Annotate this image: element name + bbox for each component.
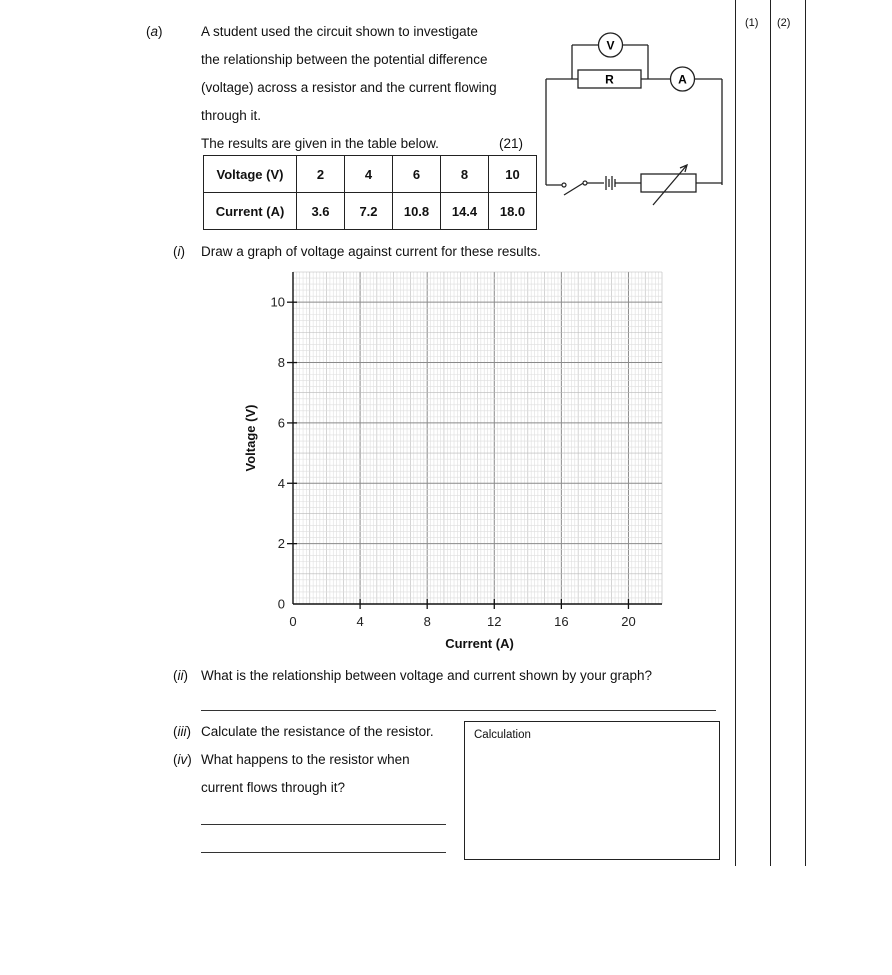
voltage-header: Voltage (V): [204, 156, 297, 193]
voltmeter-label: V: [606, 38, 615, 53]
current-cell: 18.0: [489, 193, 537, 230]
current-header: Current (A): [204, 193, 297, 230]
current-cell: 14.4: [441, 193, 489, 230]
question-ii-number: (ii): [173, 668, 188, 683]
y-tick-label: 4: [277, 475, 285, 491]
results-table: [203, 155, 537, 230]
intro-line-1: A student used the circuit shown to investigate: [201, 24, 478, 39]
table-row-voltage: [204, 156, 537, 193]
question-iii-numeral: iii: [177, 724, 187, 739]
question-iv-text-2: current flows through it?: [201, 780, 346, 795]
question-iii-number: (iii): [173, 724, 191, 739]
x-tick-label: 4: [356, 614, 364, 629]
current-cell: 10.8: [393, 193, 441, 230]
x-tick-label: 12: [487, 614, 502, 629]
ammeter-label: A: [678, 72, 687, 87]
answer-line-ii[interactable]: [201, 710, 716, 711]
voltage-cell: 2: [297, 156, 345, 193]
table-mark: (21): [499, 136, 524, 151]
circuit-diagram: [535, 28, 735, 213]
voltage-cell: 6: [393, 156, 441, 193]
mark-column-divider: [735, 0, 736, 866]
mark-column-divider: [770, 0, 771, 866]
question-iv-number: (iv): [173, 752, 192, 767]
current-cell: 7.2: [345, 193, 393, 230]
y-tick-label: 2: [277, 536, 285, 552]
y-axis-label: Voltage (V): [243, 404, 258, 472]
question-i-number: (i): [173, 244, 185, 259]
x-tick-label: 16: [554, 614, 569, 629]
x-tick-label: 0: [289, 614, 297, 629]
question-iv-numeral: iv: [177, 752, 188, 767]
calculation-label: Calculation: [474, 729, 531, 741]
calculation-box[interactable]: [464, 721, 720, 860]
answer-line-iv[interactable]: [201, 852, 446, 853]
voltage-cell: 10: [489, 156, 537, 193]
mark-column-header: (1): [745, 17, 759, 29]
graph-paper[interactable]: [230, 262, 680, 657]
table-row-current: [204, 193, 537, 230]
voltage-cell: 4: [345, 156, 393, 193]
resistor-label: R: [605, 72, 614, 87]
x-axis-label: Current (A): [445, 636, 514, 651]
answer-line-iv[interactable]: [201, 824, 446, 825]
mark-column-header: (2): [777, 17, 791, 29]
mark-column-divider: [805, 0, 806, 866]
intro-line-3: (voltage) across a resistor and the current flowing: [201, 80, 497, 95]
x-tick-label: 8: [423, 614, 431, 629]
question-iv-text-1: What happens to the resistor when: [201, 752, 410, 767]
question-i-numeral: i: [177, 244, 181, 259]
y-tick-label: 10: [270, 294, 285, 310]
y-tick-label: 0: [277, 596, 285, 612]
table-intro: The results are given in the table below.: [201, 136, 439, 151]
voltage-cell: 8: [441, 156, 489, 193]
intro-line-2: the relationship between the potential difference: [201, 52, 488, 67]
question-ii-numeral: ii: [177, 668, 184, 683]
part-label: (a): [146, 24, 163, 39]
intro-line-4: through it.: [201, 108, 262, 123]
y-tick-label: 6: [277, 415, 285, 431]
x-tick-label: 20: [621, 614, 636, 629]
question-ii-text: What is the relationship between voltage and current shown by your graph?: [201, 668, 653, 683]
y-tick-label: 8: [277, 355, 285, 371]
current-cell: 3.6: [297, 193, 345, 230]
question-i-text: Draw a graph of voltage against current for these results.: [201, 244, 541, 259]
question-iii-text: Calculate the resistance of the resistor.: [201, 724, 434, 739]
